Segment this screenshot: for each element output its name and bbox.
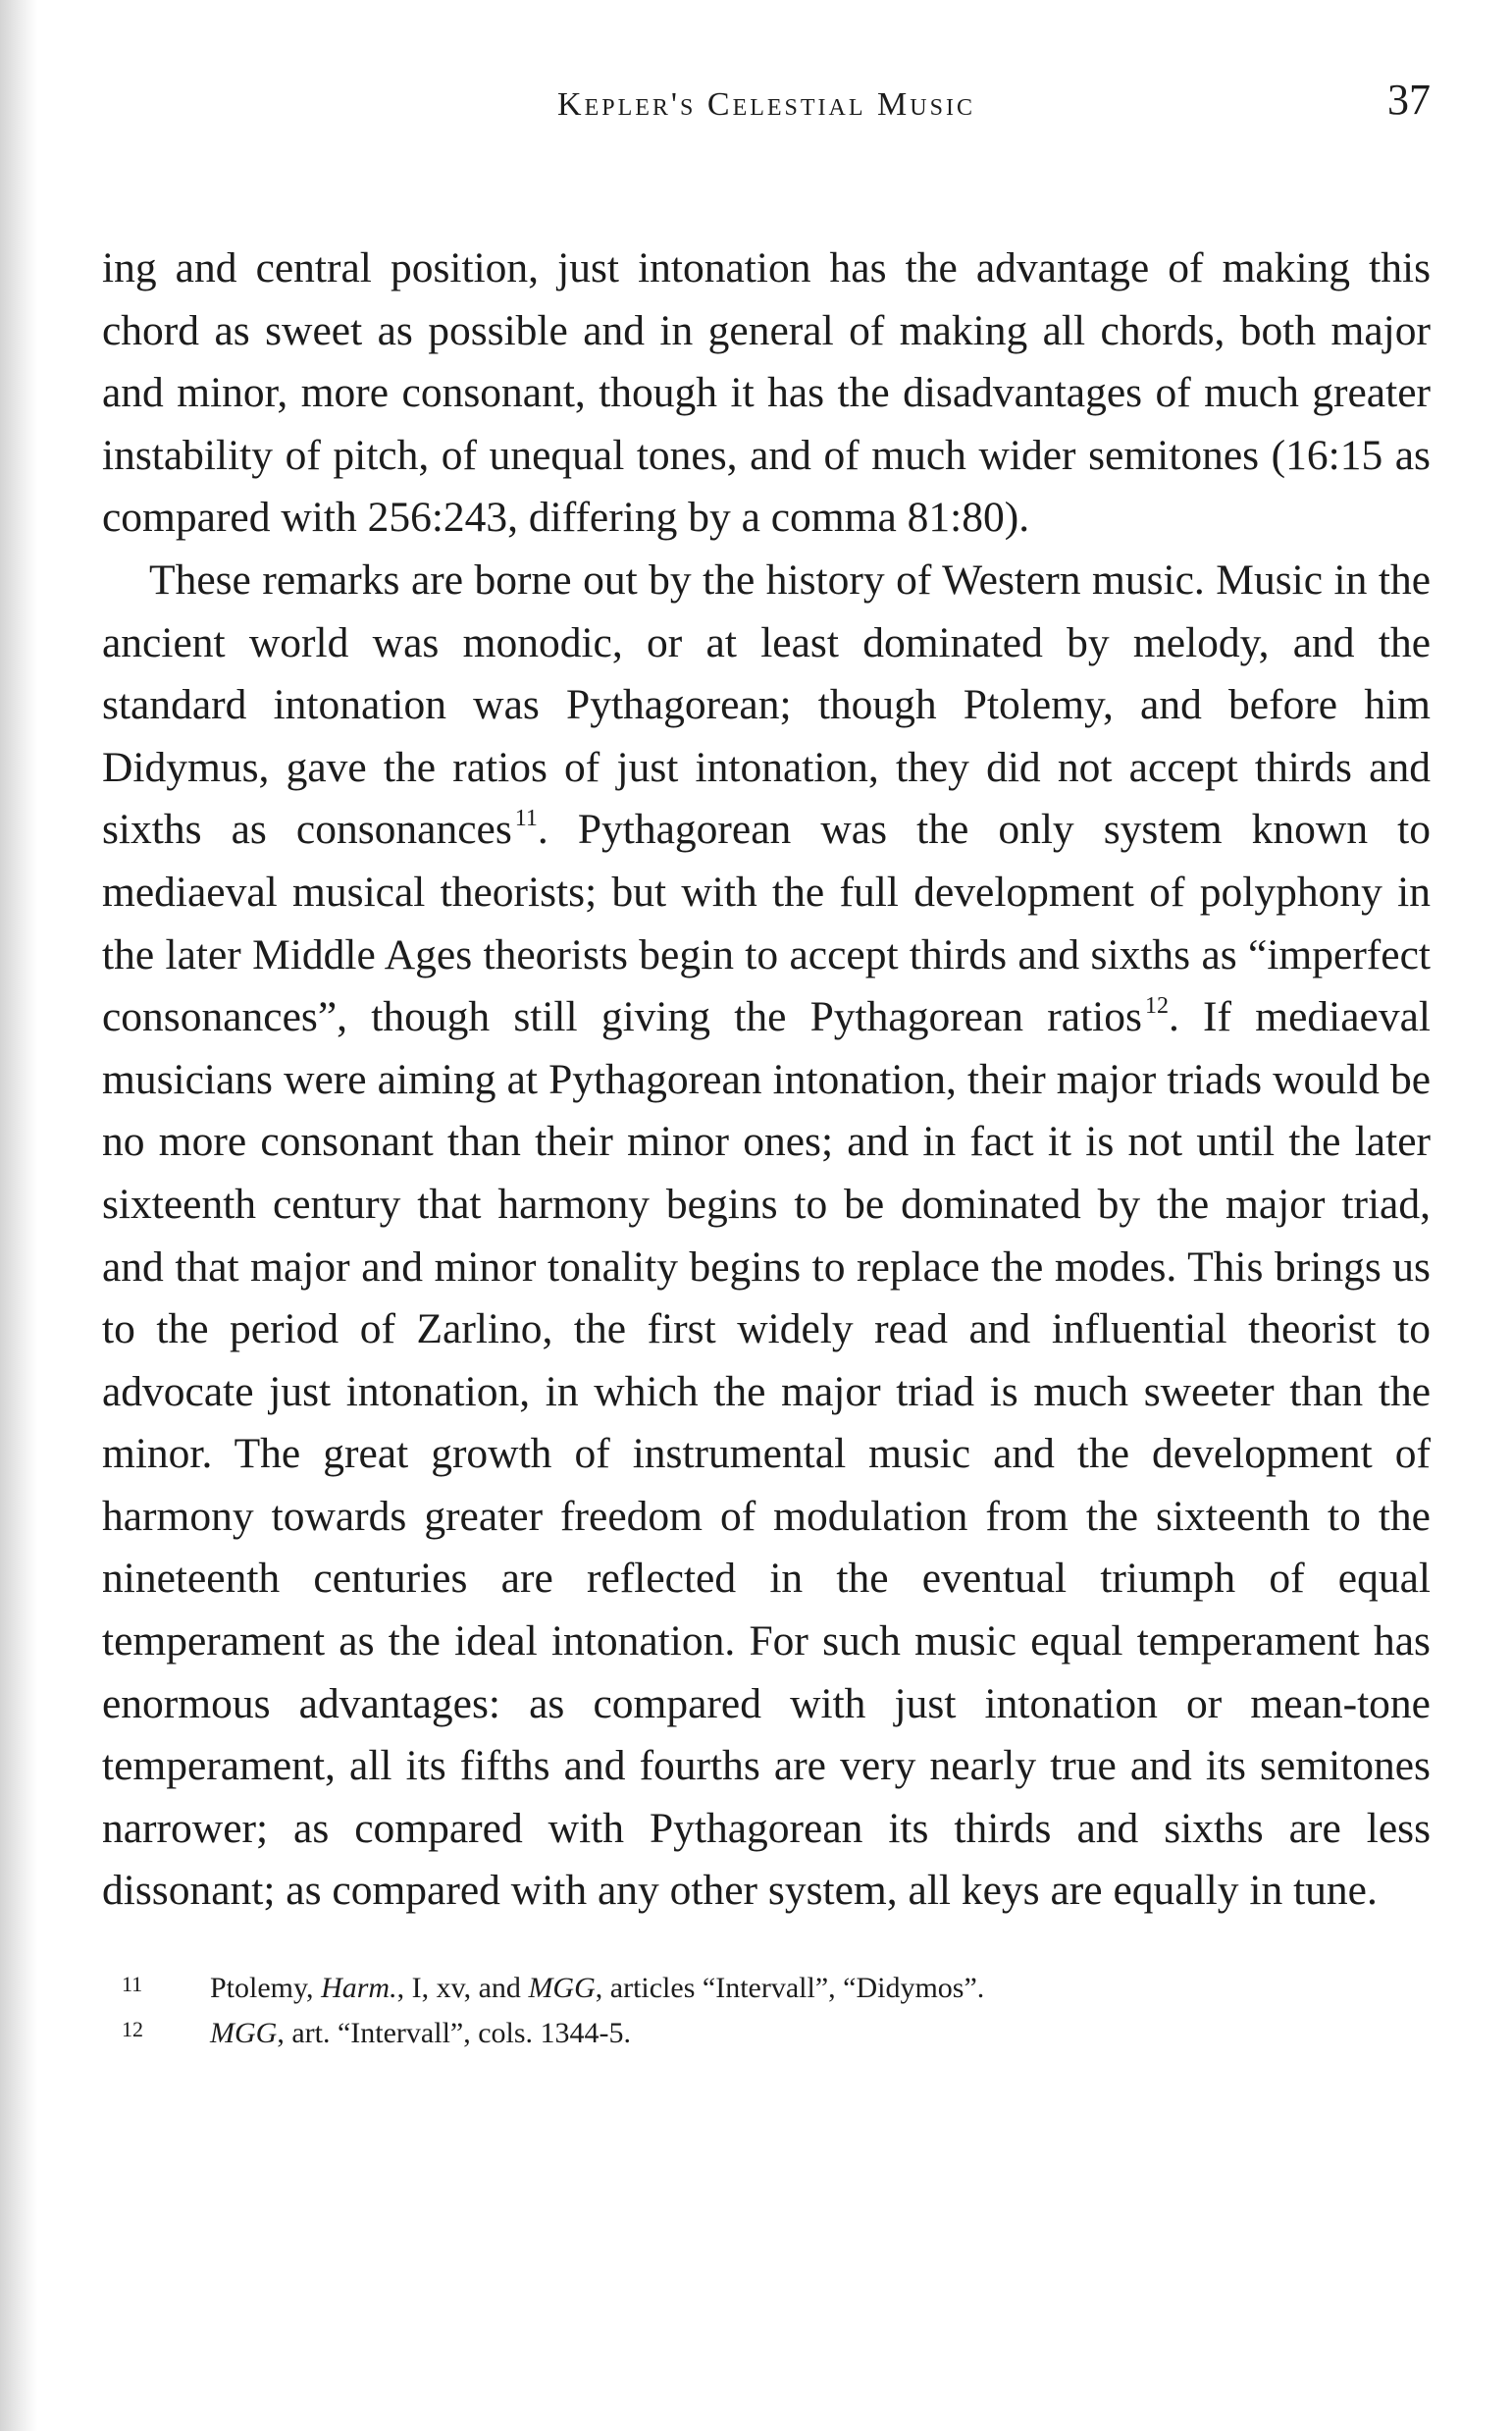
footnote-text: Ptolemy, — [210, 1972, 322, 2005]
footnote-ref-11: 11 — [514, 806, 538, 832]
footnote-ref-12: 12 — [1144, 993, 1169, 1020]
footnote-italic-title: MGG — [528, 1972, 596, 2005]
footnote-12 — [102, 2011, 1431, 2056]
book-page — [102, 69, 1431, 2056]
footnote-text: , I, xv, and — [396, 1972, 529, 2005]
paragraph-1: ing and central position, just intonation has the advantage of making this chord as sweet as possible and in general of making all chords, both major and minor, more consonant, though it has the disadvantages of much greater instability of pitch, of unequal tones, and of much wider semitones (16:15 as compared with 256:243, differing by a comma 81:80). — [102, 244, 1431, 542]
footnote-text: , articles “Intervall”, “Didymos”. — [595, 1972, 985, 2005]
paragraph-2-part-a: These remarks are borne out by the history of Western music. Music in the ancient world was monodic, or at least dominated by melody, and the standard intonation was Pythagorean; though Ptolemy, and before him Didymus, gave the ratios of just intonation, they did not accept thirds and sixths as consonances — [102, 555, 1431, 854]
running-title: Kepler's Celestial Music — [557, 86, 975, 123]
footnote-italic-title: Harm. — [321, 1972, 397, 2005]
scan-gutter-shadow — [0, 0, 37, 2431]
footnote-number: 11 — [122, 1972, 143, 1997]
footnote-text: , art. “Intervall”, cols. 1344-5. — [277, 2017, 632, 2050]
footnote-number: 12 — [122, 2017, 143, 2042]
running-head — [102, 69, 1431, 157]
paragraph-2-part-b: . Pythagorean was the only system known to mediaeval musical theorists; but with the full development of polyphony in the later Middle Ages theorists begin to accept thirds and sixths as “imperfect consonances”, though still giving the Pythagorean ratios — [102, 806, 1431, 1041]
footnote-11 — [102, 1966, 1431, 2011]
paragraph-2-part-c: . If mediaeval musicians were aiming at Pythagorean intonation, their major triads would be no more consonant than their minor ones; and in fact it is not until the later sixteenth century that harmony begins to be dominated by the major triad, and that major and minor tonality begins to replace the modes. This brings us to the period of Zarlino, the first widely read and influential theorist to advocate just intonation, in which the major triad is much sweeter than the minor. The great growth of instrumental music and the development of harmony towards greater freedom of modulation from the sixteenth to the nineteenth centuries are reflected in the eventual triumph of equal temperament as the ideal intonation. For such music equal temperament has enormous advantages: as compared with just intonation or mean-tone temperament, all its fifths and fourths are very nearly true and its semitones narrower; as compared with Pythagorean its thirds and sixths are less dissonant; as compared with any other system, all keys are equally in tune. — [102, 993, 1431, 1915]
paragraph-2 — [102, 550, 1431, 1923]
footnotes — [102, 1966, 1431, 2056]
footnote-italic-title: MGG — [210, 2017, 278, 2050]
page-number: 37 — [1387, 76, 1431, 124]
body-text — [102, 238, 1431, 1923]
